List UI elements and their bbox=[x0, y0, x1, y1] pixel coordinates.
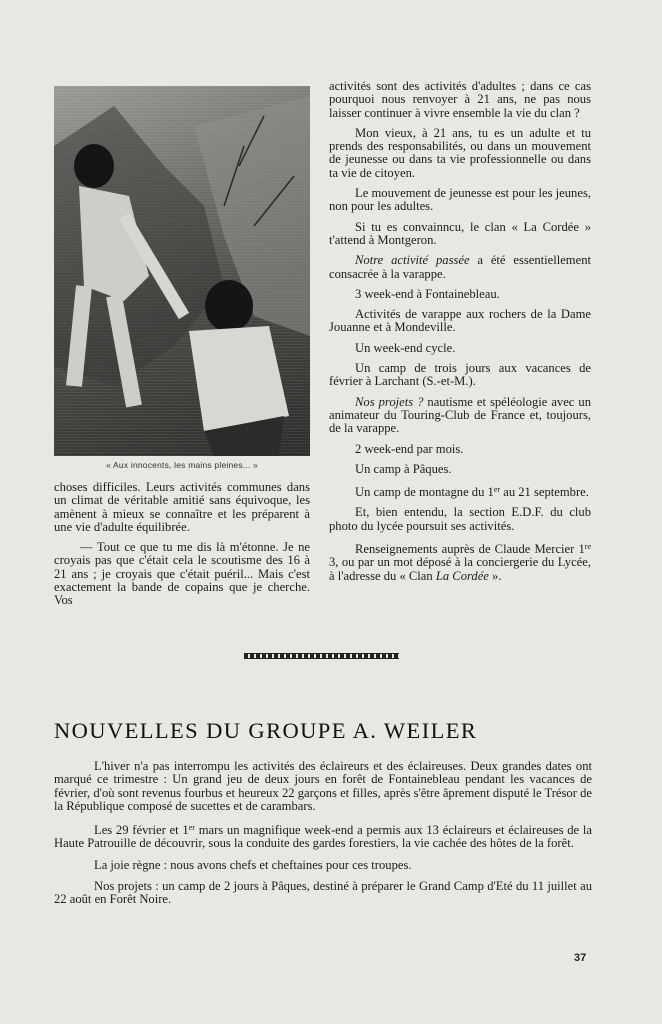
left-paragraph: — Tout ce que tu me dis là m'étonne. Je ne croyais pas que c'était cela le scoutisme des 16 à 21 ans ; je croyais que c'était puéril... Mais c'est exactement la bande de copains que je cherche. Vos bbox=[54, 540, 310, 608]
superscript: re bbox=[584, 542, 591, 552]
right-text-column bbox=[329, 80, 591, 590]
photo-illustration bbox=[54, 86, 310, 456]
paragraph-text: nautisme et spéléologie avec un animateur du Touring-Club de France et, toujours, de la varappe. bbox=[329, 394, 591, 436]
right-paragraph: activités sont des activités d'adultes ; dans ce cas pourquoi nous renvoyer à 21 ans, ne pas nous laisser continuer à vivre ensemble la vie du clan ? bbox=[329, 79, 591, 120]
italic-phrase: La Cordée bbox=[435, 568, 489, 583]
section-paragraph: L'hiver n'a pas interrompu les activités des éclaireurs et des éclaireuses. Deux grandes dates ont marqué ce trimestre : Un grand jeu de deux jours en forêt de Fontainebleau pendant les vacances de février, d'où sont revenus fourbus et heureux 22 garçons et filles, après s'être âprement disputé le Trésor de la République composé de sucettes et de carambars. bbox=[54, 759, 592, 813]
right-paragraph: Un week-end cycle. bbox=[355, 340, 456, 355]
section-body bbox=[54, 760, 592, 915]
paragraph-text: Les 29 février et 1 bbox=[94, 823, 189, 838]
right-paragraph: Activités de varappe aux rochers de la Dame Jouanne et à Mondeville. bbox=[329, 307, 591, 335]
section-paragraph bbox=[54, 821, 592, 851]
italic-phrase: Nos projets ? bbox=[355, 394, 424, 409]
right-paragraph: Un camp à Pâques. bbox=[355, 461, 452, 476]
right-paragraph: 3 week-end à Fontainebleau. bbox=[355, 286, 500, 301]
section-paragraph: Nos projets : un camp de 2 jours à Pâques, destiné à préparer le Grand Camp d'Eté du 11 juillet au 22 août en Forêt Noire. bbox=[54, 879, 592, 907]
superscript: er bbox=[493, 485, 501, 495]
photo-caption: « Aux innocents, les mains pleines... » bbox=[106, 460, 258, 470]
italic-phrase: Notre activité passée bbox=[355, 253, 470, 268]
right-paragraph: 2 week-end par mois. bbox=[355, 441, 464, 456]
right-paragraph bbox=[329, 483, 591, 499]
paragraph-text: ». bbox=[488, 568, 502, 583]
decorative-divider bbox=[244, 653, 399, 659]
right-paragraph: Et, bien entendu, la section E.D.F. du club photo du lycée poursuit ses activités. bbox=[329, 505, 591, 533]
right-paragraph bbox=[329, 540, 591, 583]
right-paragraph: Mon vieux, à 21 ans, tu es un adulte et tu prends des responsabilités, ou dans un mouvement de jeunesse ou dans ta vie professionnelle ou dans ta vie de citoyen. bbox=[329, 125, 591, 180]
paragraph-text: Un camp de montagne du 1 bbox=[355, 485, 494, 500]
paragraph-text: au 21 septembre. bbox=[500, 485, 589, 500]
right-paragraph bbox=[329, 254, 591, 281]
section-paragraph: La joie règne : nous avons chefs et cheftaines pour ces troupes. bbox=[94, 857, 412, 872]
left-text-column bbox=[54, 481, 310, 615]
page-number: 37 bbox=[574, 952, 587, 964]
left-paragraph: choses difficiles. Leurs activités communes dans un climat de véritable amitié sans équivoque, les amènent à mieux se connaître et les préparent à une vie d'adulte équilibrée. bbox=[54, 480, 310, 534]
paragraph-text: Renseignements auprès de Claude Mercier 1 bbox=[355, 542, 585, 557]
right-paragraph: Le mouvement de jeunesse est pour les jeunes, non pour les adultes. bbox=[329, 186, 591, 214]
right-paragraph: Un camp de trois jours aux vacances de février à Larchant (S.-et-M.). bbox=[329, 361, 591, 389]
paragraph-text: a été essentiellement consacrée à la varappe. bbox=[329, 253, 591, 281]
climbing-photo bbox=[54, 86, 310, 456]
right-paragraph: Si tu es convainncu, le clan « La Cordée » t'attend à Montgeron. bbox=[329, 219, 591, 247]
right-paragraph bbox=[329, 396, 591, 436]
section-heading: NOUVELLES DU GROUPE A. WEILER bbox=[54, 718, 478, 743]
superscript: er bbox=[188, 823, 195, 833]
paragraph-text: 3, ou par un mot déposé à la conciergerie du Lycée, à l'adresse du « Clan bbox=[329, 555, 591, 583]
paragraph-text: mars un magnifique week-end a permis aux 13 éclaireurs et éclaireuses de la Haute Patrouille de découvrir, sous la conduite des gardes forestiers, la vie cachée des hôtes de la forêt. bbox=[54, 823, 592, 851]
